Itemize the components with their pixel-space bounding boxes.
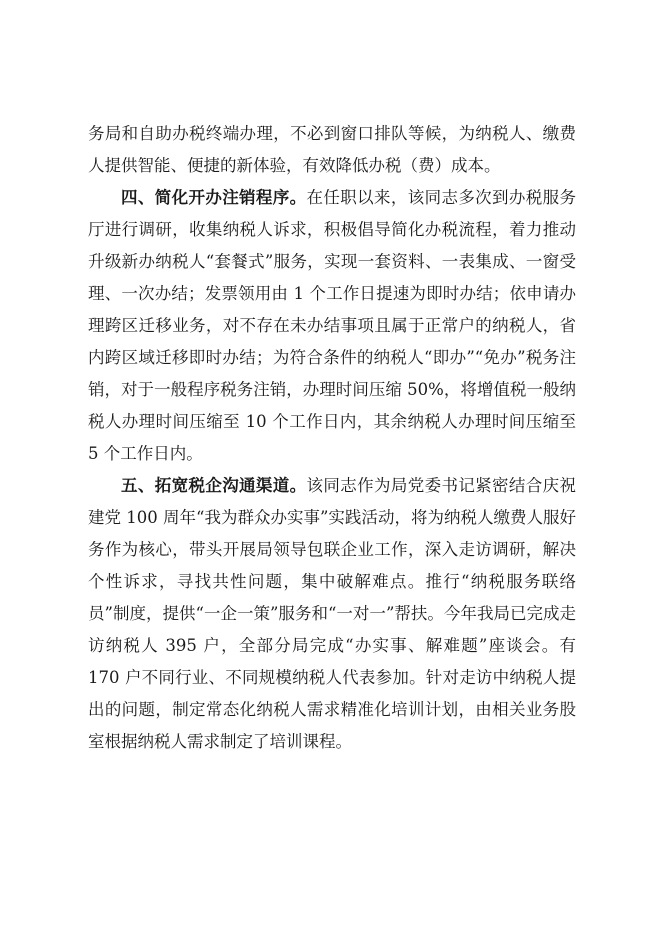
section-heading: 五、拓宽税企沟通渠道。 xyxy=(121,476,307,495)
paragraph-continuation xyxy=(88,118,576,182)
paragraph-text: 在任职以来，该同志多次到办税服务厅进行调研，收集纳税人诉求，积极倡导简化办税流程，着力推动升级新办纳税人“套餐式”服务，实现一套资料、一表集成、一窗受理、一次办结；发票领用由 1 个工作日提速为即时办结；依申请办理跨区迁移业务，对不存在未办结事项且属于正常户的纳税人，省内跨区域迁移即时办结；为符合条件的纳税人“即办”“免办”税务注销，对于一般程序税务注销，办理时间压缩 50%，将增值税一般纳税人办理时间压缩至 10 个工作日内，其余纳税人办理时间压缩至 5 个工作日内。 xyxy=(88,188,577,463)
section-heading: 四、简化开办注销程序。 xyxy=(121,188,307,207)
paragraph-text: 该同志作为局党委书记紧密结合庆祝建党 100 周年“我为群众办实事”实践活动，将为纳税人缴费人服好务作为核心，带头开展局领导包联企业工作，深入走访调研，解决个性诉求，寻找共性问题，集中破解难点。推行“纳税服务联络员”制度，提供“一企一策”服务和“一对一”帮扶。今年我局已完成走访纳税人 395 户，全部分局完成“办实事、解难题”座谈会。有 170 户不同行业、不同规模纳税人代表参加。针对走访中纳税人提出的问题，制定常态化纳税人需求精准化培训计划，由相关业务股室根据纳税人需求制定了培训课程。 xyxy=(88,476,577,751)
document-body xyxy=(88,118,576,758)
paragraph-section-five xyxy=(88,470,576,758)
paragraph-section-four xyxy=(88,182,576,470)
paragraph-text: 务局和自助办税终端办理，不必到窗口排队等候，为纳税人、缴费人提供智能、便捷的新体验，有效降低办税（费）成本。 xyxy=(88,124,576,175)
